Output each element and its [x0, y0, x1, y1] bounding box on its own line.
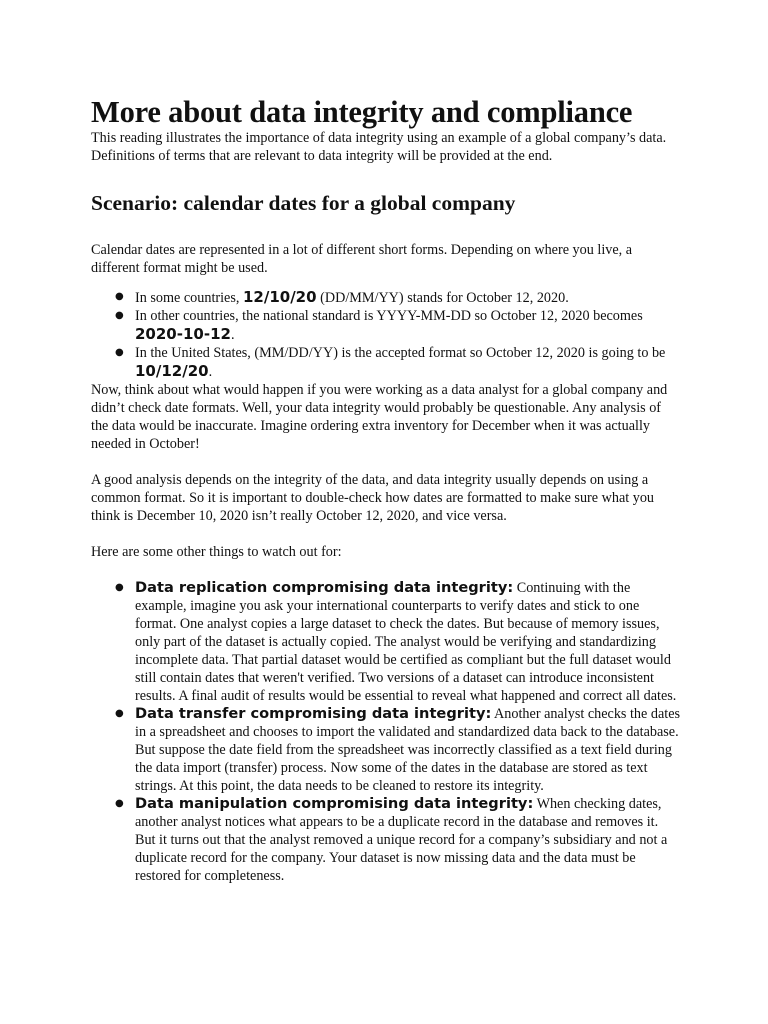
- bullet-icon: ●: [115, 347, 124, 358]
- integrity-paragraph: A good analysis depends on the integrity of the data, and data integrity usually depends on using a common format. So it is important to double-check how dates are formatted to make sure what you think is December 10, 2020 isn’t really October 12, 2020, and vice versa.: [91, 472, 655, 524]
- date-format-example: 10/12/20: [135, 362, 209, 380]
- calendar-paragraph: Calendar dates are represented in a lot of different short forms. Depending on where you live, a different format might be used.: [91, 242, 633, 276]
- list-item: ● Data replication compromising data integrity: Continuing with the example, imagine you ask your international counterparts to verify dates and stick to one format. One analyst copies a large dataset to check the dates. But because of memory issues, only part of the dataset is actually copied. The analyst would be verifying and standardizing incomplete data. That partial dataset would be certified as compliant but the full dataset would still contain dates that weren't verified. Two versions of a dataset can introduce inconsistent results. A final audit of results would be essential to reveal what happened and correct all dates.: [115, 579, 677, 704]
- page-title: More about data integrity and compliance: [91, 95, 633, 129]
- bullet-icon: ●: [115, 798, 124, 809]
- watch-intro: Here are some other things to watch out for:: [91, 544, 342, 560]
- list-item: ● In the United States, (MM/DD/YY) is the accepted format so October 12, 2020 is going to be 10/12/20.: [115, 345, 666, 380]
- list-item: ● Data manipulation compromising data integrity: When checking dates, another analyst notices what appears to be a duplicate record in the database and removes it. But it turns out that the analyst removed a unique record for a company’s subsidiary and not a duplicate record for the company. Your dataset is now missing data and the data must be restored for completeness.: [115, 795, 668, 884]
- watch-out-list: [91, 579, 680, 885]
- term-label: Data replication compromising data integrity:: [135, 579, 514, 596]
- date-format-list: [91, 288, 680, 381]
- term-label: Data manipulation compromising data integrity:: [135, 795, 534, 812]
- bullet-icon: ●: [115, 582, 124, 593]
- date-format-example: 2020-10-12: [135, 325, 231, 343]
- list-item: ● In other countries, the national standard is YYYY-MM-DD so October 12, 2020 becomes 2020-10-12.: [115, 308, 643, 343]
- intro-paragraph: This reading illustrates the importance of data integrity using an example of a global company’s data. Definitions of terms that are relevant to data integrity will be provided at the end.: [91, 130, 667, 164]
- bullet-icon: ●: [115, 708, 124, 719]
- list-item: ● In some countries, 12/10/20 (DD/MM/YY) stands for October 12, 2020.: [115, 288, 569, 306]
- list-item: ● Data transfer compromising data integrity: Another analyst checks the dates in a spreadsheet and chooses to import the validated and standardized data back to the database. But suppose the date field from the spreadsheet was incorrectly classified as a text field during the data import (transfer) process. Now some of the dates in the database are stored as text strings. At this point, the data needs to be cleaned to restore its integrity.: [115, 705, 681, 794]
- date-format-example: 12/10/20: [242, 288, 317, 306]
- analysis-paragraph: Now, think about what would happen if you were working as a data analyst for a global company and didn’t check date formats. Well, your data integrity would probably be questionable. Any analysis of the data would be inaccurate. Imagine ordering extra inventory for December when it was actually needed in October!: [91, 382, 668, 452]
- term-label: Data transfer compromising data integrity:: [135, 705, 492, 722]
- bullet-icon: ●: [115, 310, 124, 321]
- scenario-heading: Scenario: calendar dates for a global company: [91, 191, 516, 215]
- bullet-icon: ●: [115, 291, 124, 302]
